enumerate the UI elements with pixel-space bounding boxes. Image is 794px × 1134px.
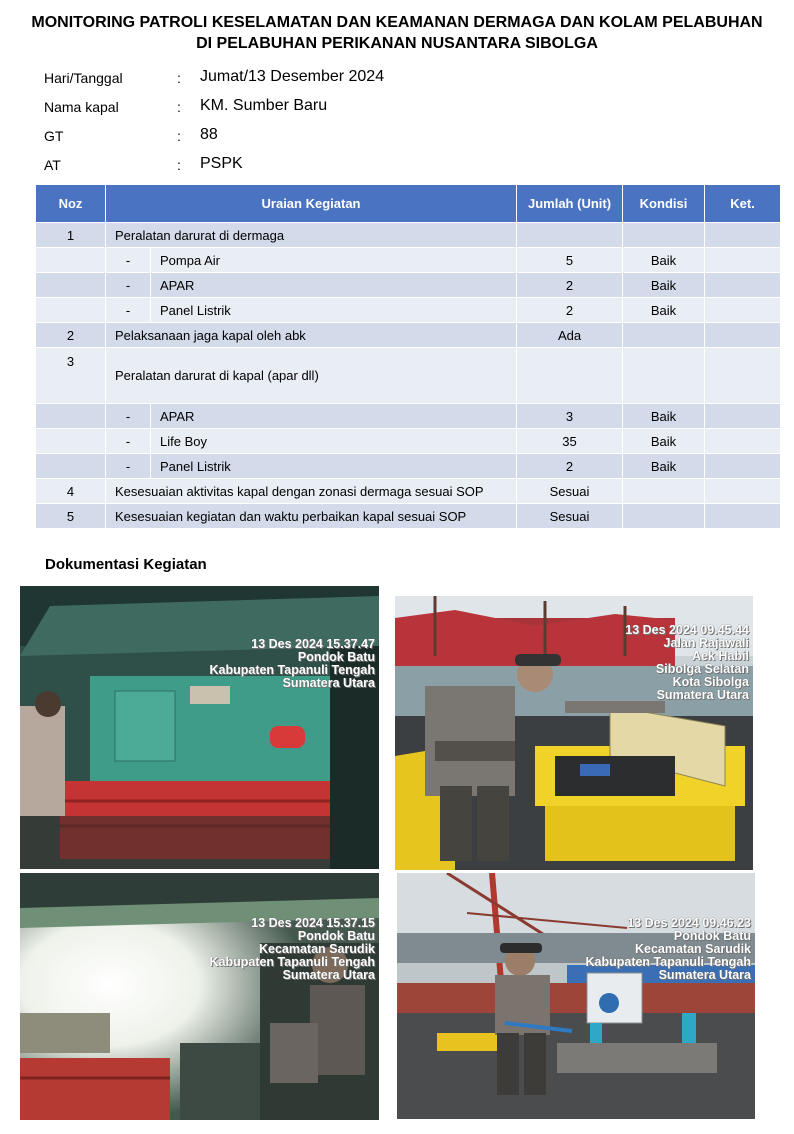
cell-qty: 2 (517, 454, 623, 479)
cell-qty: 2 (517, 273, 623, 298)
cell-dash: - (106, 429, 151, 454)
cell-item: Life Boy (151, 429, 517, 454)
cell-no: 1 (36, 223, 106, 248)
info-value: KM. Sumber Baru (200, 97, 328, 114)
info-value: PSPK (200, 155, 243, 172)
cell-kondisi: Baik (623, 248, 705, 273)
cell-uraian: Kesesuaian aktivitas kapal dengan zonasi dermaga sesuai SOP (106, 479, 517, 504)
activity-table (35, 184, 781, 529)
info-sep: : (177, 70, 181, 86)
photo-pemeriksaan-kapal (20, 873, 379, 1120)
cell-uraian: Peralatan darurat di dermaga (106, 223, 517, 248)
table-row (36, 248, 781, 273)
photo-panel-listrik-kapal (20, 586, 379, 869)
table-row (36, 223, 781, 248)
table-row (36, 429, 781, 454)
cell-qty: Ada (517, 323, 623, 348)
table-row (36, 404, 781, 429)
cell-no: 4 (36, 479, 106, 504)
info-sep: : (177, 157, 181, 173)
cell-dash: - (106, 454, 151, 479)
photo-panel-listrik-dermaga (395, 596, 753, 870)
title-line-1: MONITORING PATROLI KESELAMATAN DAN KEAMANAN DERMAGA DAN KOLAM PELABUHAN (31, 14, 763, 31)
header-ket: Ket. (705, 185, 781, 223)
info-value: Jumat/13 Desember 2024 (200, 68, 385, 85)
cell-dash: - (106, 273, 151, 298)
info-sep: : (177, 99, 181, 115)
photo-timestamp: 13 Des 2024 09.46.23 Pondok Batu Kecamatan Sarudik Kabupaten Tapanuli Tengah Sumatera Utara (585, 916, 751, 982)
photo-timestamp: 13 Des 2024 09.45.44 Jalan Rajawali Aek Habil Sibolga Selatan Kota Sibolga Sumatera Utara (625, 623, 749, 702)
info-key: Nama kapal (44, 99, 119, 115)
table-row (36, 348, 781, 404)
cell-qty: 3 (517, 404, 623, 429)
cell-no: 5 (36, 504, 106, 529)
info-key: Hari/Tanggal (44, 70, 123, 86)
cell-no: 2 (36, 323, 106, 348)
photo-timestamp: 13 Des 2024 15.37.15 Pondok Batu Kecamatan Sarudik Kabupaten Tapanuli Tengah Sumatera Utara (209, 916, 375, 982)
table-row (36, 454, 781, 479)
info-key: AT (44, 157, 61, 173)
header-kondisi: Kondisi (623, 185, 705, 223)
table-row (36, 504, 781, 529)
cell-dash: - (106, 248, 151, 273)
cell-qty: 35 (517, 429, 623, 454)
cell-no: 3 (36, 348, 106, 404)
cell-qty: 5 (517, 248, 623, 273)
section-title: Dokumentasi Kegiatan (45, 556, 207, 573)
cell-kondisi: Baik (623, 454, 705, 479)
cell-kondisi: Baik (623, 429, 705, 454)
cell-dash: - (106, 404, 151, 429)
cell-kondisi: Baik (623, 273, 705, 298)
cell-item: Pompa Air (151, 248, 517, 273)
header-uraian: Uraian Kegiatan (106, 185, 517, 223)
cell-dash: - (106, 298, 151, 323)
table-row (36, 298, 781, 323)
cell-uraian: Peralatan darurat di kapal (apar dll) (106, 348, 517, 404)
cell-qty: Sesuai (517, 504, 623, 529)
table-row (36, 479, 781, 504)
cell-uraian: Pelaksanaan jaga kapal oleh abk (106, 323, 517, 348)
info-sep: : (177, 128, 181, 144)
header-jumlah: Jumlah (Unit) (517, 185, 623, 223)
document-title (0, 12, 794, 54)
table-header-row (36, 185, 781, 223)
cell-kondisi: Baik (623, 404, 705, 429)
cell-qty: Sesuai (517, 479, 623, 504)
cell-item: APAR (151, 273, 517, 298)
info-key: GT (44, 128, 64, 144)
table-row (36, 323, 781, 348)
table-row (36, 273, 781, 298)
cell-item: APAR (151, 404, 517, 429)
title-line-2: DI PELABUHAN PERIKANAN NUSANTARA SIBOLGA (196, 35, 598, 52)
photo-timestamp: 13 Des 2024 15.37.47 Pondok Batu Kabupaten Tapanuli Tengah Sumatera Utara (209, 637, 375, 690)
cell-item: Panel Listrik (151, 454, 517, 479)
cell-uraian: Kesesuaian kegiatan dan waktu perbaikan kapal sesuai SOP (106, 504, 517, 529)
photo-pos-listrik-dermaga (397, 873, 755, 1119)
cell-qty: 2 (517, 298, 623, 323)
cell-item: Panel Listrik (151, 298, 517, 323)
cell-kondisi: Baik (623, 298, 705, 323)
header-noz: Noz (36, 185, 106, 223)
info-value: 88 (200, 126, 218, 143)
